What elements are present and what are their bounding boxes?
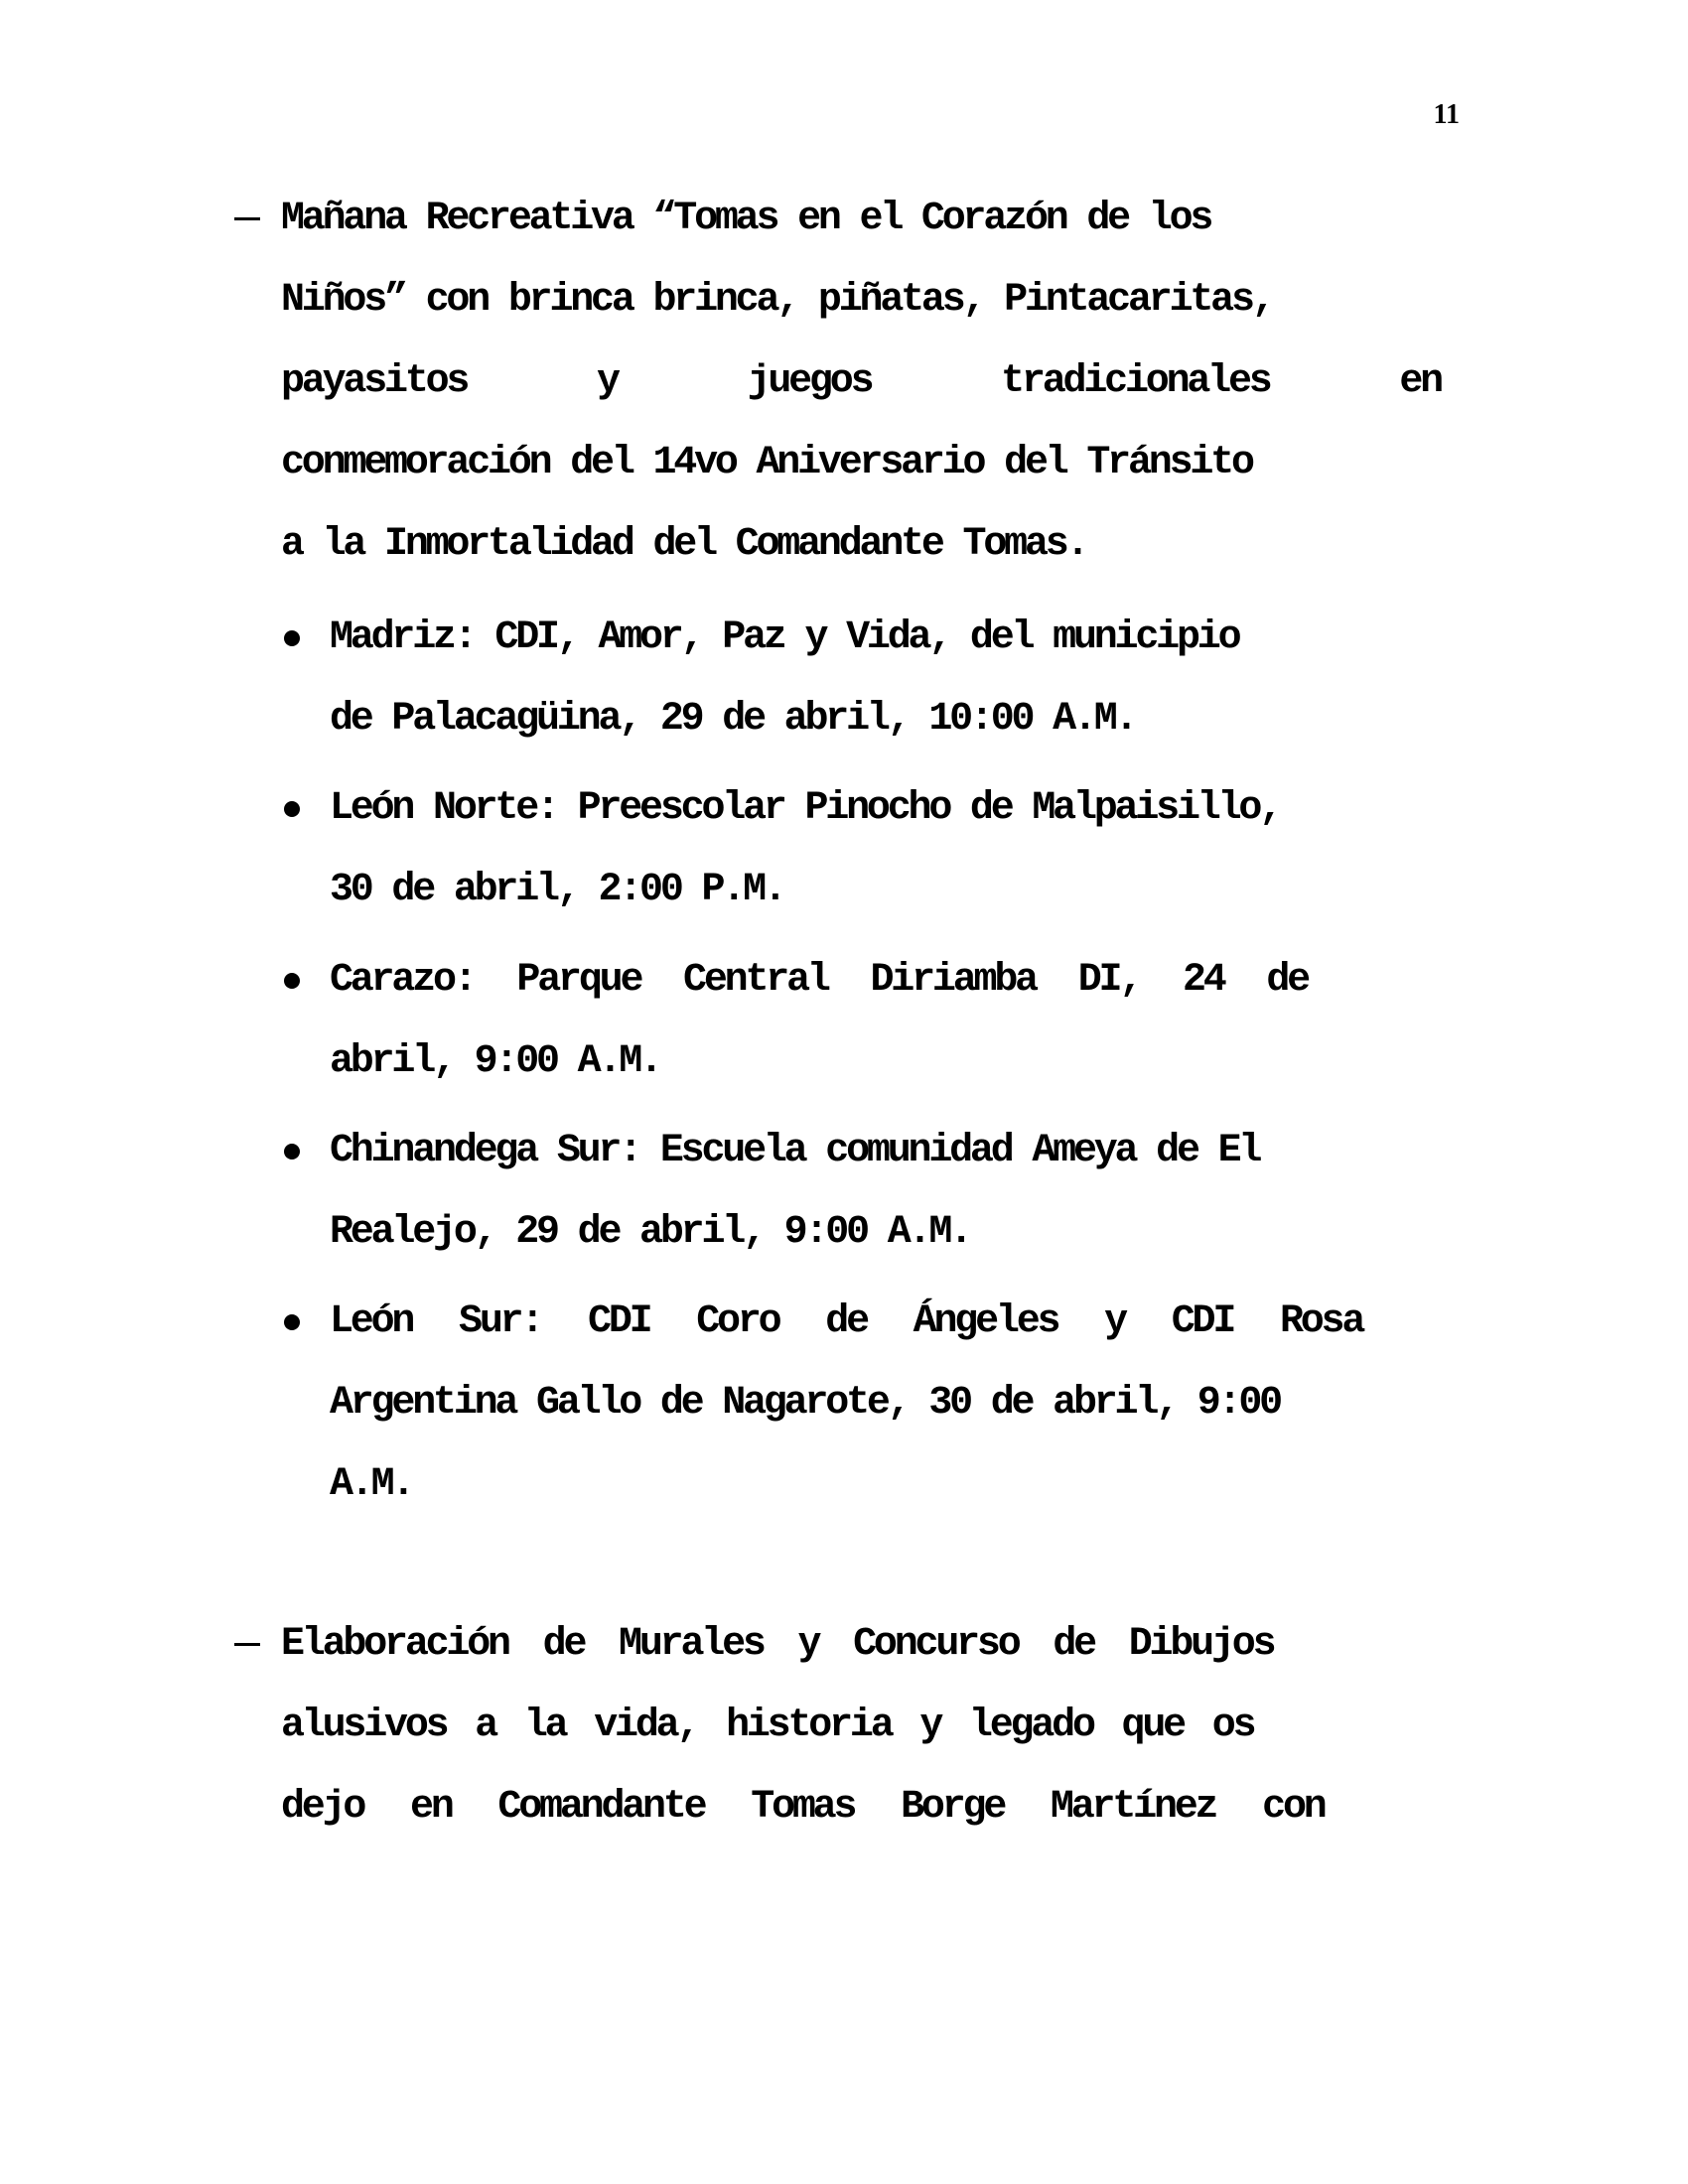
word: y bbox=[597, 359, 618, 404]
page-number: 11 bbox=[1433, 99, 1460, 130]
text-line: Madriz: CDI, Amor, Paz y Vida, del municipio bbox=[330, 615, 1239, 660]
text-line: A.M. bbox=[330, 1462, 413, 1507]
bullet-icon bbox=[284, 630, 300, 646]
text-line: León Norte: Preescolar Pinocho de Malpaisillo, bbox=[330, 786, 1280, 831]
text-line: alusivos a la vida, historia y legado que os bbox=[281, 1704, 1254, 1748]
text-line-justified bbox=[281, 357, 1441, 407]
bullet-icon bbox=[284, 1314, 300, 1330]
text-line: Realejo, 29 de abril, 9:00 A.M. bbox=[330, 1210, 970, 1255]
text-line: dejo en Comandante Tomas Borge Martínez con bbox=[281, 1785, 1325, 1830]
text-line: abril, 9:00 A.M. bbox=[330, 1039, 660, 1084]
text-line: de Palacagüina, 29 de abril, 10:00 A.M. bbox=[330, 697, 1136, 742]
text-line: Niños” con brinca brinca, piñatas, Pintacaritas, bbox=[281, 278, 1273, 323]
text-line: Elaboración de Murales y Concurso de Dibujos bbox=[281, 1622, 1274, 1667]
text-line-content: Mañana Recreativa “Tomas en el Corazón de los bbox=[281, 197, 1211, 241]
word: juegos bbox=[747, 359, 872, 404]
bullet-icon bbox=[284, 1144, 300, 1160]
dash-marker bbox=[234, 217, 260, 220]
word: tradicionales bbox=[1001, 359, 1270, 404]
dash-marker bbox=[234, 1643, 260, 1646]
text-line: 30 de abril, 2:00 P.M. bbox=[330, 868, 784, 912]
text-line: Argentina Gallo de Nagarote, 30 de abril, 9:00 bbox=[330, 1381, 1280, 1426]
bullet-icon bbox=[284, 973, 300, 989]
text-line bbox=[281, 195, 1441, 244]
text-line: León Sur: CDI Coro de Ángeles y CDI Rosa bbox=[330, 1299, 1363, 1344]
word: payasitos bbox=[281, 359, 468, 404]
text-line: Carazo: Parque Central Diriamba DI, 24 de bbox=[330, 958, 1308, 1003]
text-line: conmemoración del 14vo Aniversario del Tránsito bbox=[281, 441, 1252, 485]
bullet-icon bbox=[284, 801, 300, 817]
text-line: Chinandega Sur: Escuela comunidad Ameya de El bbox=[330, 1129, 1260, 1173]
text-line: a la Inmortalidad del Comandante Tomas. bbox=[281, 522, 1087, 567]
word: en bbox=[1399, 359, 1441, 404]
